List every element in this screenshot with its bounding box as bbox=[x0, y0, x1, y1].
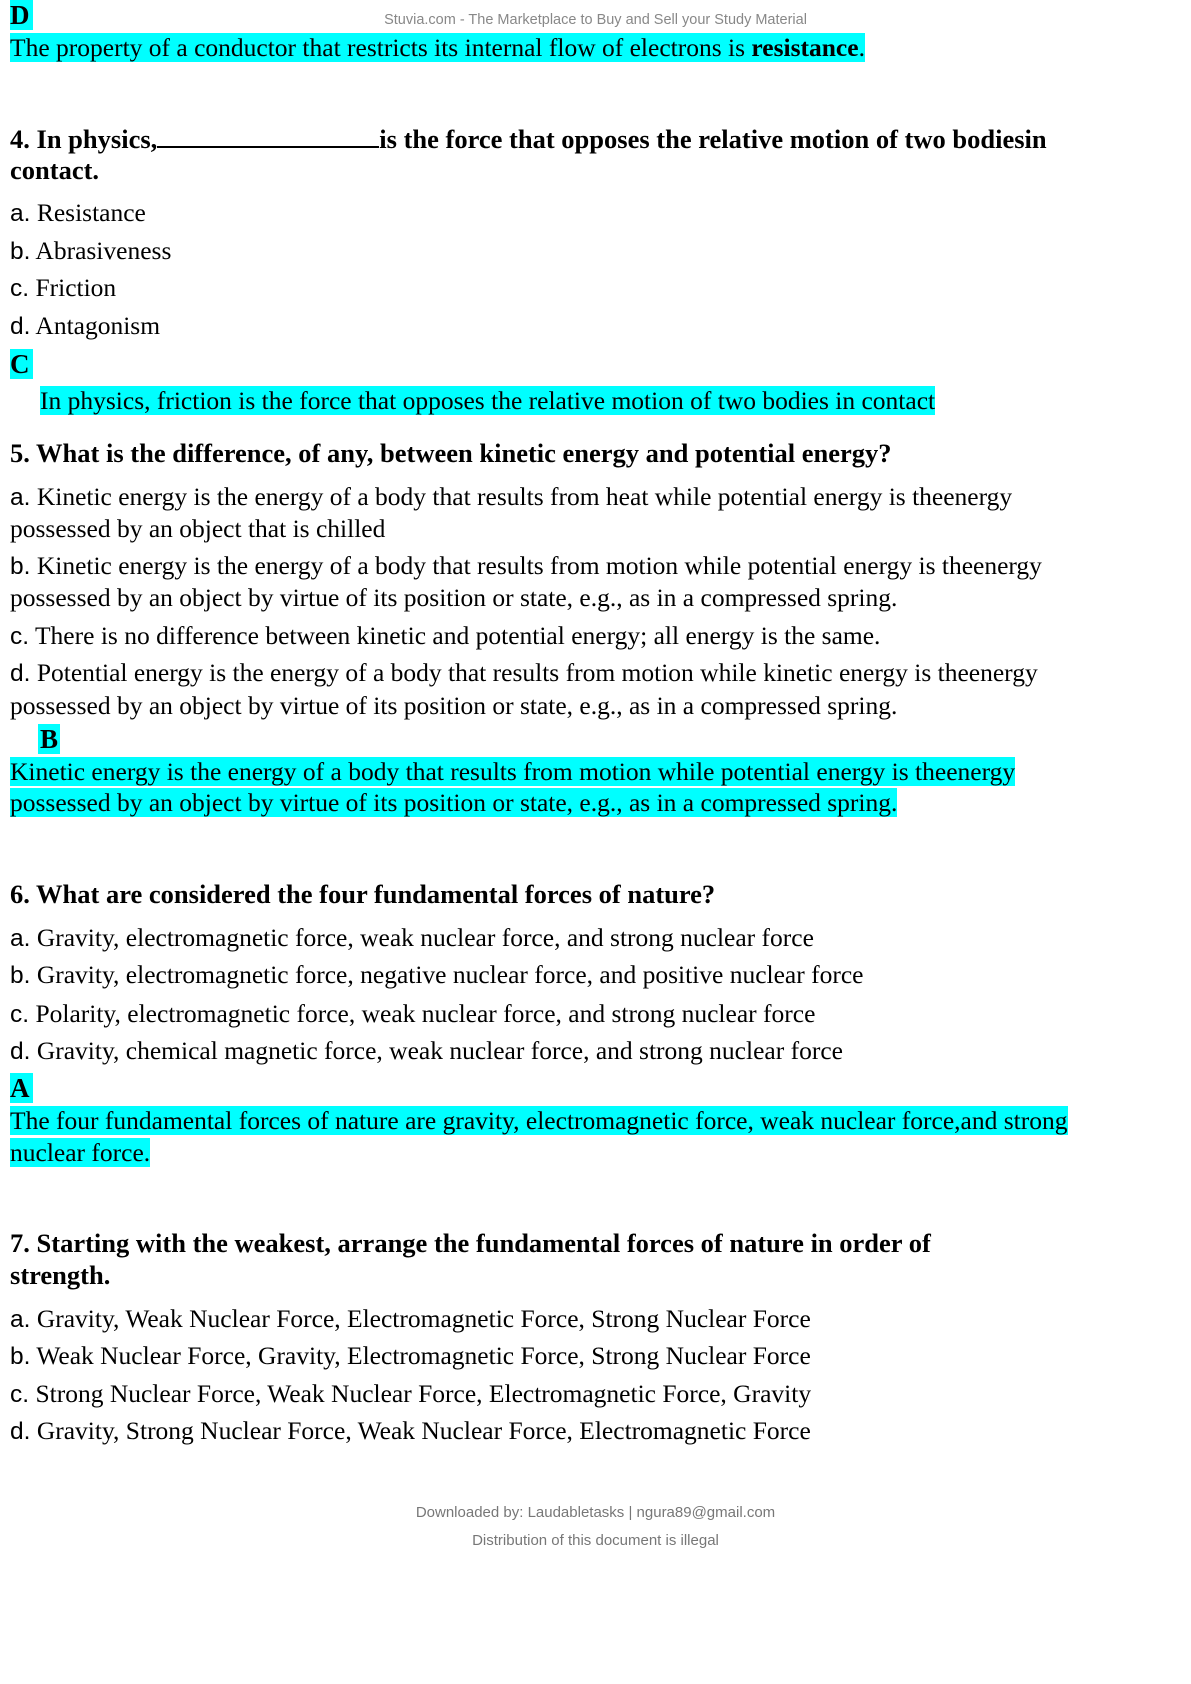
option-7a: a. Gravity, Weak Nuclear Force, Electromagnetic Force, Strong Nuclear Force bbox=[10, 1304, 811, 1333]
option-7b: b. Weak Nuclear Force, Gravity, Electromagnetic Force, Strong Nuclear Force bbox=[10, 1341, 811, 1370]
option-5b: b. Kinetic energy is the energy of a body that results from motion while potential energy is theenergy bbox=[10, 551, 1042, 580]
option-6d: d. Gravity, chemical magnetic force, weak nuclear force, and strong nuclear force bbox=[10, 1036, 843, 1065]
option-6c: c. Polarity, electromagnetic force, weak nuclear force, and strong nuclear force bbox=[10, 999, 816, 1028]
option-4d: d. Antagonism bbox=[10, 311, 161, 340]
option-5a: a. Kinetic energy is the energy of a body that results from heat while potential energy is theenergy bbox=[10, 482, 1013, 511]
option-4c: c. Friction bbox=[10, 273, 117, 302]
answer-explanation-6: The four fundamental forces of nature are gravity, electromagnetic force, weak nuclear force,and strong bbox=[10, 1106, 1068, 1135]
answer-explanation-5: Kinetic energy is the energy of a body that results from motion while potential energy is theenergy bbox=[10, 757, 1016, 786]
footer-downloaded: Downloaded by: Laudabletasks | ngura89@gmail.com bbox=[415, 1504, 776, 1521]
footer-illegal: Distribution of this document is illegal bbox=[472, 1532, 719, 1549]
question-5: 5. What is the difference, of any, between kinetic energy and potential energy? bbox=[10, 438, 892, 468]
option-7d: d. Gravity, Strong Nuclear Force, Weak Nuclear Force, Electromagnetic Force bbox=[10, 1416, 811, 1445]
question-7: 7. Starting with the weakest, arrange the fundamental forces of nature in order of bbox=[10, 1228, 931, 1258]
answer-explanation-5-line2: possessed by an object by virtue of its position or state, e.g., as in a compressed spring. bbox=[10, 788, 898, 817]
option-6b: b. Gravity, electromagnetic force, negative nuclear force, and positive nuclear force bbox=[10, 960, 864, 989]
answer-explanation-4: In physics, friction is the force that opposes the relative motion of two bodies in contact bbox=[40, 386, 936, 415]
fill-blank bbox=[157, 120, 379, 148]
question-4-line2: contact. bbox=[10, 155, 100, 185]
question-7-line2: strength. bbox=[10, 1260, 111, 1290]
answer-letter-5: B bbox=[40, 724, 59, 754]
page-header: Stuvia.com - The Marketplace to Buy and Sell your Study Material bbox=[384, 12, 807, 28]
answer-explanation-prev: The property of a conductor that restricts its internal flow of electrons is resistance. bbox=[10, 33, 865, 62]
question-4: 4. In physics, is the force that opposes the relative motion of two bodiesin bbox=[10, 120, 1047, 156]
option-4b: b. Abrasiveness bbox=[10, 236, 172, 265]
question-6: 6. What are considered the four fundamental forces of nature? bbox=[10, 879, 716, 909]
option-7c: c. Strong Nuclear Force, Weak Nuclear Force, Electromagnetic Force, Gravity bbox=[10, 1379, 812, 1408]
option-6a: a. Gravity, electromagnetic force, weak nuclear force, and strong nuclear force bbox=[10, 923, 814, 952]
option-5c: c. There is no difference between kinetic and potential energy; all energy is the same. bbox=[10, 621, 881, 650]
option-5b-line2: possessed by an object by virtue of its position or state, e.g., as in a compressed spring. bbox=[10, 583, 898, 612]
answer-letter-prev: D bbox=[10, 0, 33, 30]
option-5a-line2: possessed by an object that is chilled bbox=[10, 514, 386, 543]
option-5d-line2: possessed by an object by virtue of its position or state, e.g., as in a compressed spring. bbox=[10, 691, 898, 720]
option-4a: a. Resistance bbox=[10, 198, 146, 227]
answer-explanation-6-line2: nuclear force. bbox=[10, 1138, 151, 1167]
answer-letter-4: C bbox=[10, 349, 33, 379]
option-5d: d. Potential energy is the energy of a body that results from motion while kinetic energy is theenergy bbox=[10, 658, 1038, 687]
answer-letter-6: A bbox=[10, 1073, 33, 1103]
